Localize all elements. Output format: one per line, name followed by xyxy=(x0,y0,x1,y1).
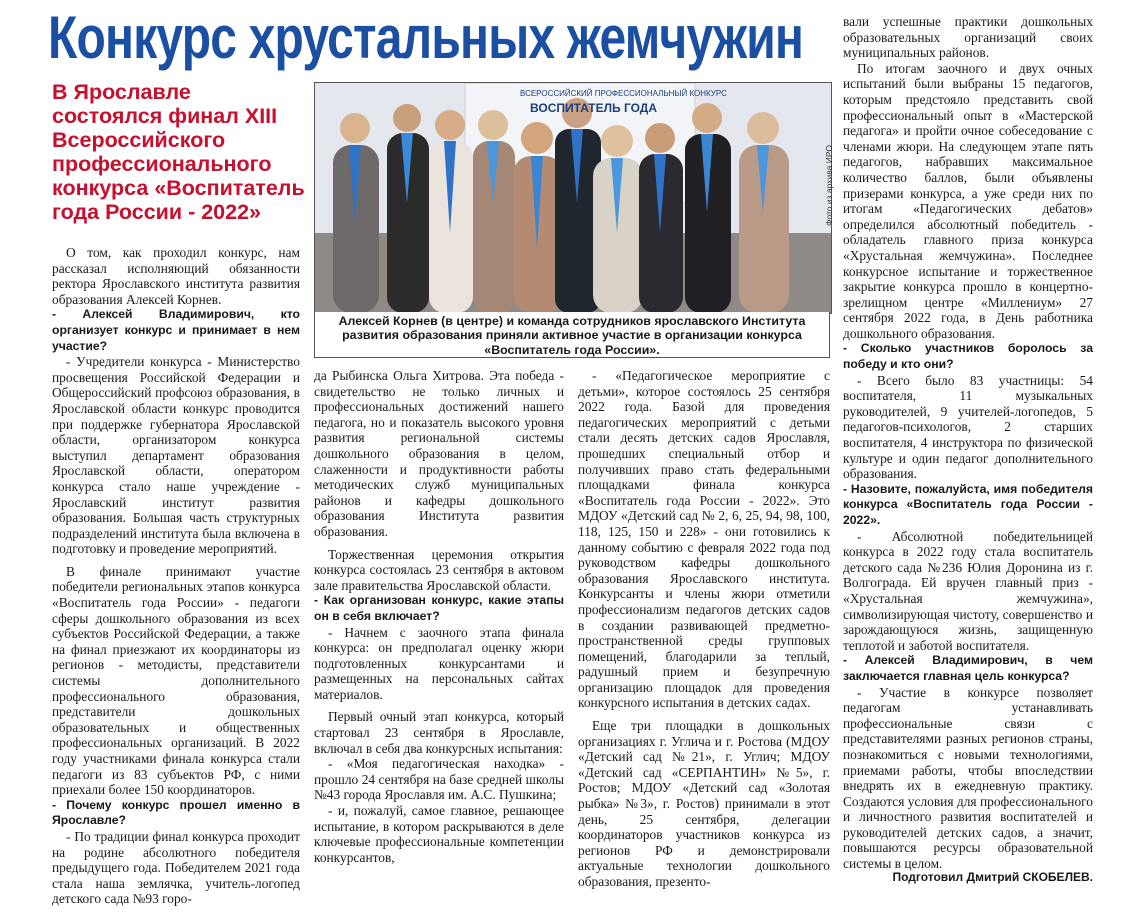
subheadline: В Ярославле состоялся финал XIII Всероссийского профессионального конкурса «Воспитатель года России - 2022» xyxy=(52,80,305,224)
paragraph: - Начнем с заочного этапа финала конкурса: он предполагал оценку жюри подготовленных конкурсантами и размещенных на персональных сайтах материалов. xyxy=(314,624,564,702)
paragraph: - Всего было 83 участницы: 54 воспитателя, 11 музыкальных руководителей, 9 учителей-логопедов, 5 педагогов-психологов, 2 старших воспитателя, 4 инструктора по физической культуре и один педагог дополнительного образования. xyxy=(843,372,1093,482)
paragraph: - и, пожалуй, самое главное, решающее испытание, в котором раскрываются в деле ключевые профессиональные компетенции конкурсантов, xyxy=(314,803,564,865)
banner-title: ВОСПИТАТЕЛЬ ГОДА xyxy=(530,101,658,115)
paragraph: - Учредители конкурса - Министерство просвещения Российской Федерации и Общероссийский профсоюз образования, в Ярославской области конкурс проводится при поддержке губернатора Ярославской области, организатором конкурса выступил департамент образования Ярославской области, оператором конкурса стало наше учреждение - Ярославский институт развития образования. Большая часть структурных подразделений института была включена в подготовку и проведение мероприятий. xyxy=(52,354,300,557)
photo-credit: Фото из архива ИРО xyxy=(824,145,834,226)
article-column-1 xyxy=(52,245,300,907)
paragraph: вали успешные практики дошкольных образовательных организаций своих муниципальных районов. xyxy=(843,14,1093,61)
interview-question: - Сколько участников боролось за победу и кто они? xyxy=(843,341,1093,372)
paragraph: - Участие в конкурсе позволяет педагогам устанавливать профессиональные связи с представителями разных регионов страны, познакомиться с новыми технологиями, приемами работы, чтобы впоследствии внедрять их в ежедневную практику. Создаются условия для профессионального и личностного развития воспитателей и руководителей детских садов, а значит, повышаются ресурсы образовательной системы в целом. xyxy=(843,684,1093,872)
interview-question: - Почему конкурс прошел именно в Ярославле? xyxy=(52,797,300,828)
interview-question: - Алексей Владимирович, кто организует конкурс и принимает в нем участие? xyxy=(52,307,300,353)
paragraph: - «Педагогическое мероприятие с детьми», которое состоялось 25 сентября 2022 года. Базой для проведения педагогических мероприятий с детьми стали десять детских садов Ярославля, прошедших специальный отбор и получивших право стать федеральными площадками финала конкурса «Воспитатель года России - 2022». Это МДОУ «Детский сад № 2, 6, 25, 94, 98, 100, 118, 125, 150 и 228» - они готовились к данному событию с февраля 2022 года под руководством кафедры дошкольного образования Ярославского института. Конкурсанты и члены жюри отметили профессионализм педагогов детских садов в создании развивающей предметно-пространственной среды групповых помещений, благодарили за теплый, радушный прием и безупречную организацию площадок для проведения конкурсного испытания в детских садах. xyxy=(578,368,830,711)
interview-question: - Алексей Владимирович, в чем заключается главная цель конкурса? xyxy=(843,653,1093,683)
paragraph: Торжественная церемония открытия конкурса состоялась 23 сентября в актовом зале правительства Ярославской области. xyxy=(314,546,564,593)
interview-question: - Как организован конкурс, какие этапы он в себя включает? xyxy=(314,593,564,623)
paragraph: да Рыбинска Ольга Хитрова. Эта победа - свидетельство не только личных и профессиональных достижений нашего педагога, но и показатель высокого уровня развития региональной системы дошкольного образования в целом, слаженности и продуктивности работы методических служб муниципальных районов и кафедры дошкольного образования Института развития образования. xyxy=(314,368,564,539)
paragraph: Первый очный этап конкурса, который стартовал 23 сентября в Ярославле, включал в себя два конкурсных испытания: xyxy=(314,709,564,756)
paragraph: По итогам заочного и двух очных испытаний были выбраны 15 педагогов, которым предстояло представить свой профессиональный опыт в «Мастерской педагога» и пройти очное собеседование с членами жюри. На следующем этапе пять педагогов, набравших максимальное количество баллов, были объявлены призерами конкурса, а уже среди них по итогам «Педагогических дебатов» определился абсолютный победитель - обладатель главного приза конкурса «Хрустальная жемчужина». Последнее конкурсное испытание и торжественное закрытие конкурса прошло в концертно-зрелищном центре «Миллениум» 27 сентября 2022 года, в День работника дошкольного образования. xyxy=(843,60,1093,341)
photo-caption: Алексей Корнев (в центре) и команда сотрудников ярославского Института развития образования приняли активное участие в организации конкурса «Воспитатель года России». xyxy=(314,312,830,358)
paragraph: - По традиции финал конкурса проходит на родине абсолютного победителя предыдущего года. Победителем 2021 года стала наша землячка, учитель-логопед детского сада №93 горо- xyxy=(52,828,300,907)
article-column-2 xyxy=(314,368,564,865)
banner-small-text: ВСЕРОССИЙСКИЙ ПРОФЕССИОНАЛЬНЫЙ КОНКУРС xyxy=(520,89,727,98)
interview-question: - Назовите, пожалуйста, имя победителя конкурса «Воспитатель года России - 2022». xyxy=(843,481,1093,527)
paragraph: В финале принимают участие победители региональных этапов конкурса «Воспитатель года России» - педагоги сферы дошкольного образования из всех субъектов Российской Федерации, а также на финал приезжают их координаторы из регионов - методисты, представители системы дополнительного профессионального образования, представители дошкольных образовательных и общественных профессиональных организаций. В 2022 году участниками финала конкурса стали педагоги из 83 субъектов РФ, с ними приехали более 150 координаторов. xyxy=(52,563,300,798)
article-column-3 xyxy=(578,368,830,890)
paragraph: Еще три площадки в дошкольных организациях г. Углича и г. Ростова (МДОУ «Детский сад №21», г. Углич; МДОУ «Детский сад «СЕРПАНТИН» №5», г. Ростов; МДОУ «Детский сад «Золотая рыбка» №3», г. Ростов) принимали в этот день, 25 сентября, делегации координаторов участников конкурса из регионов РФ и демонстрировали актуальные технологии дошкольного образования, презенто- xyxy=(578,718,830,889)
byline: Подготовил Дмитрий СКОБЕЛЕВ. xyxy=(892,870,1093,884)
group-photo-illustration xyxy=(315,83,831,313)
article-column-4 xyxy=(843,14,1093,872)
headline: Конкурс хрустальных жемчужин xyxy=(48,4,804,71)
paragraph: - Абсолютной победительницей конкурса в 2022 году стала воспитатель детского сада №236 Юлия Доронина из г. Волгограда. Ей вручен главный приз - «Хрустальная жемчужина», символизирующая чистоту, совершенство и зарождающуюся жизнь, защищенную теплотой и заботой воспитателя. xyxy=(843,528,1093,653)
paragraph: - «Моя педагогическая находка» - прошло 24 сентября на базе средней школы №43 города Ярославля им. А.С. Пушкина; xyxy=(314,756,564,803)
paragraph: О том, как проходил конкурс, нам рассказал исполняющий обязанности ректора Ярославского института развития образования Алексей Корнев. xyxy=(52,245,300,307)
group-photo xyxy=(314,82,832,314)
